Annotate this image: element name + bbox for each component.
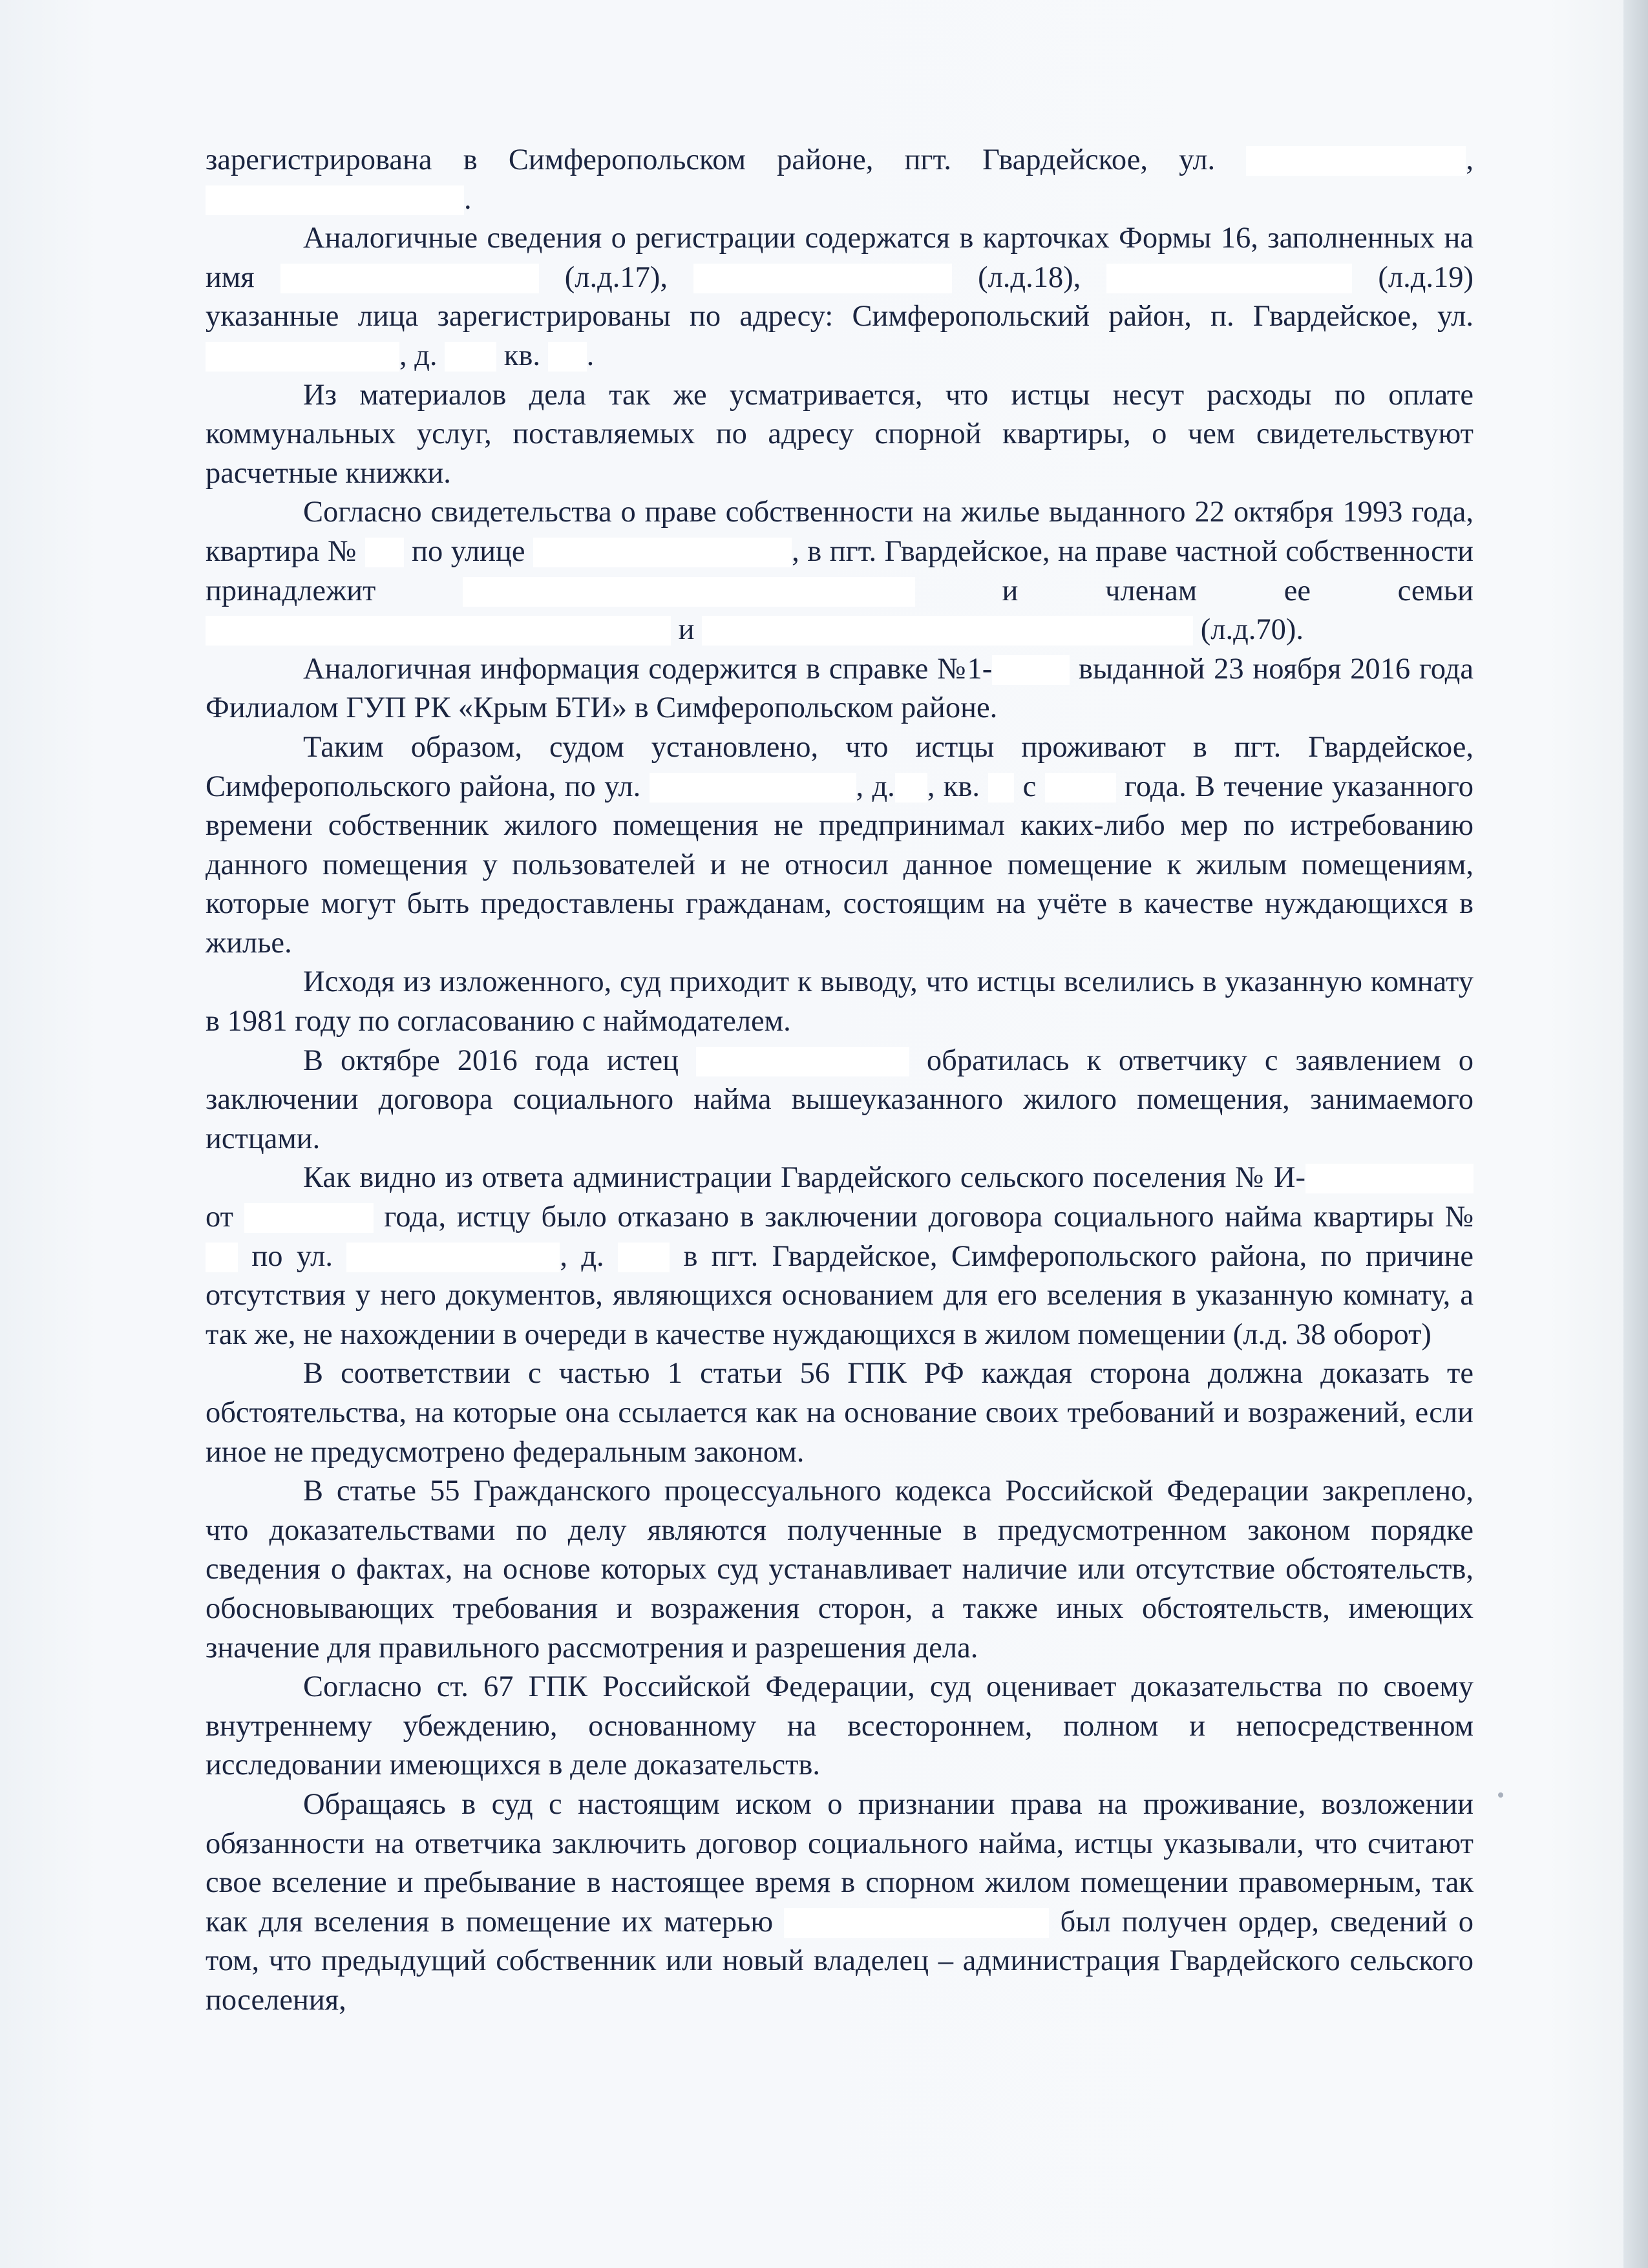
text-run: Из материалов дела так же усматривается, что истцы несут расходы по оплате коммунальных услуг, поставляемых по адресу спорной квартиры, о чем свидетельствуют расчетные книжки.: [206, 378, 1474, 490]
text-run: и: [671, 613, 703, 647]
redaction-box: [988, 773, 1014, 803]
text-run: ,: [1466, 143, 1474, 176]
text-run: .: [464, 182, 472, 216]
text-run: от: [206, 1201, 244, 1234]
redaction-box: [280, 264, 539, 293]
redaction-box: [1305, 1164, 1474, 1193]
paragraph-4: [206, 493, 1474, 649]
text-run: выданной 23 ноября 2016 года Филиалом ГУП РК «Крым БТИ» в Симферопольском районе.: [206, 652, 1474, 725]
paragraph-5: [206, 650, 1474, 728]
text-run: (л.д.17),: [538, 260, 694, 294]
text-run: Таким образом, судом установлено, что истцы проживают в пгт. Гвардейское, Симферопольского района, по ул.: [206, 730, 1474, 803]
text-run: В статье 55 Гражданского процессуального кодекса Российской Федерации закреплено, что доказательствами по делу являются полученные в предусмотренном законом порядке сведения о фактах, на основе которых суд устанавливает наличие или отсутствие обстоятельств, обосновывающих требования и возражения сторон, а также иных обстоятельств, имеющих значение для правильного рассмотрения и разрешения дела.: [206, 1475, 1474, 1664]
text-run: Аналогичная информация содержится в справке №1-: [303, 652, 993, 686]
paragraph-12: [206, 1668, 1474, 1785]
redaction-box: [206, 616, 671, 646]
redaction-box: [463, 577, 915, 607]
redaction-box: [1045, 773, 1116, 803]
redaction-box: [365, 538, 404, 567]
paragraph-1: [206, 141, 1474, 219]
redaction-box: [992, 655, 1070, 685]
text-run: в пгт. Гвардейское, Симферопольского района, по причине отсутствия у него документов, являющихся основанием для его вселения в указанную комнату, а так же, не нахождении в очереди в качестве нуждающихся в жилом помещении (л.д. 38 оборот): [206, 1239, 1474, 1351]
page-edge-shadow: [1623, 0, 1648, 2268]
redaction-box: [1281, 264, 1352, 293]
redaction-box: [206, 1243, 238, 1272]
text-run: с: [1014, 770, 1045, 803]
paragraph-3: [206, 376, 1474, 494]
text-run: (л.д.19) указанные лица зарегистрированы по адресу: Симферопольский район, п. Гвардейское, ул.: [206, 260, 1474, 333]
text-run: кв.: [496, 339, 548, 372]
text-run: зарегистрирована в Симферопольском районе, пгт. Гвардейское, ул.: [206, 143, 1247, 176]
paragraph-2: [206, 219, 1474, 375]
text-run: Аналогичные сведения о регистрации содержатся в карточках Формы 16, заполненных на имя: [206, 222, 1474, 294]
text-run: , кв.: [927, 770, 989, 803]
redaction-box: [548, 342, 587, 372]
paragraph-8: [206, 1042, 1474, 1159]
redaction-box: [1246, 146, 1466, 176]
redaction-box: [206, 185, 464, 215]
text-run: , д.: [399, 339, 445, 372]
text-run: Как видно из ответа администрации Гвардейского сельского поселения № И-: [303, 1161, 1305, 1195]
text-run: по улице: [403, 534, 534, 568]
redaction-box: [244, 1203, 374, 1233]
text-run: года. В течение указанного времени собственник жилого помещения не предпринимал каких-либо мер по истребованию данного помещения у пользователей и не относил данное помещение к жилым помещениям, которые могут быть предоставлены гражданам, состоящим на учёте в качестве нуждающихся в жилье.: [206, 770, 1474, 960]
text-run: (л.д.18),: [952, 260, 1107, 294]
paragraph-11: [206, 1472, 1474, 1668]
redaction-box: [784, 1908, 1049, 1938]
text-run: и членам ее семьи: [914, 574, 1474, 607]
document-body: [206, 141, 1474, 2021]
redaction-box: [696, 1047, 909, 1076]
punch-mark: [1498, 1792, 1503, 1798]
redaction-box: [702, 616, 1193, 646]
redaction-box: [895, 773, 927, 803]
text-run: Исходя из изложенного, суд приходит к выводу, что истцы вселились в указанную комнату в 1981 году по согласованию с наймодателем.: [206, 965, 1474, 1038]
redaction-box: [445, 342, 496, 372]
paragraph-10: [206, 1354, 1474, 1472]
text-run: (л.д.70).: [1193, 613, 1304, 647]
text-run: года, истцу было отказано в заключении договора социального найма квартиры №: [373, 1201, 1474, 1234]
text-run: , д.: [856, 770, 895, 803]
redaction-box: [650, 773, 856, 803]
text-run: Согласно свидетельства о праве собственности на жилье выданного 22 октября 1993 года, квартира №: [206, 496, 1474, 568]
text-run: В октябре 2016 года истец: [303, 1044, 696, 1077]
paragraph-7: [206, 963, 1474, 1041]
text-run: Обращаясь в суд с настоящим иском о признании права на проживание, возложении обязанности на ответчика заключить договор социального найма, истцы указывали, что считают свое вселение и пребывание в настоящее время в спорном жилом помещении правомерным, так как для вселения в помещение их матерью: [206, 1787, 1474, 1938]
text-run: , д.: [560, 1239, 618, 1273]
text-run: обратилась к ответчику с заявлением о заключении договора социального найма вышеуказанного жилого помещения, занимаемого истцами.: [206, 1044, 1474, 1155]
text-run: .: [586, 339, 595, 372]
text-run: был получен ордер, сведений о том, что предыдущий собственник или новый владелец – администрация Гвардейского сельского поселения,: [206, 1905, 1474, 2017]
text-run: В соответствии с частью 1 статьи 56 ГПК РФ каждая сторона должна доказать те обстоятельства, на которые она ссылается как на основание своих требований и возражений, если иное не предусмотрено федеральным законом.: [206, 1357, 1474, 1469]
redaction-box: [346, 1243, 560, 1272]
redaction-box: [206, 342, 399, 372]
text-run: Согласно ст. 67 ГПК Российской Федерации, суд оценивает доказательства по своему внутреннему убеждению, основанному на всестороннем, полном и непосредственном исследовании имеющихся в деле доказательств.: [206, 1670, 1474, 1782]
paragraph-9: [206, 1159, 1474, 1354]
text-run: , в пгт. Гвардейское, на праве частной собственности принадлежит: [206, 534, 1474, 607]
redaction-box: [1106, 264, 1281, 293]
text-run: по ул.: [238, 1239, 347, 1273]
paragraph-6: [206, 728, 1474, 963]
redaction-box: [618, 1243, 670, 1272]
redaction-box: [533, 538, 792, 567]
redaction-box: [693, 264, 952, 293]
paragraph-13: [206, 1785, 1474, 2021]
